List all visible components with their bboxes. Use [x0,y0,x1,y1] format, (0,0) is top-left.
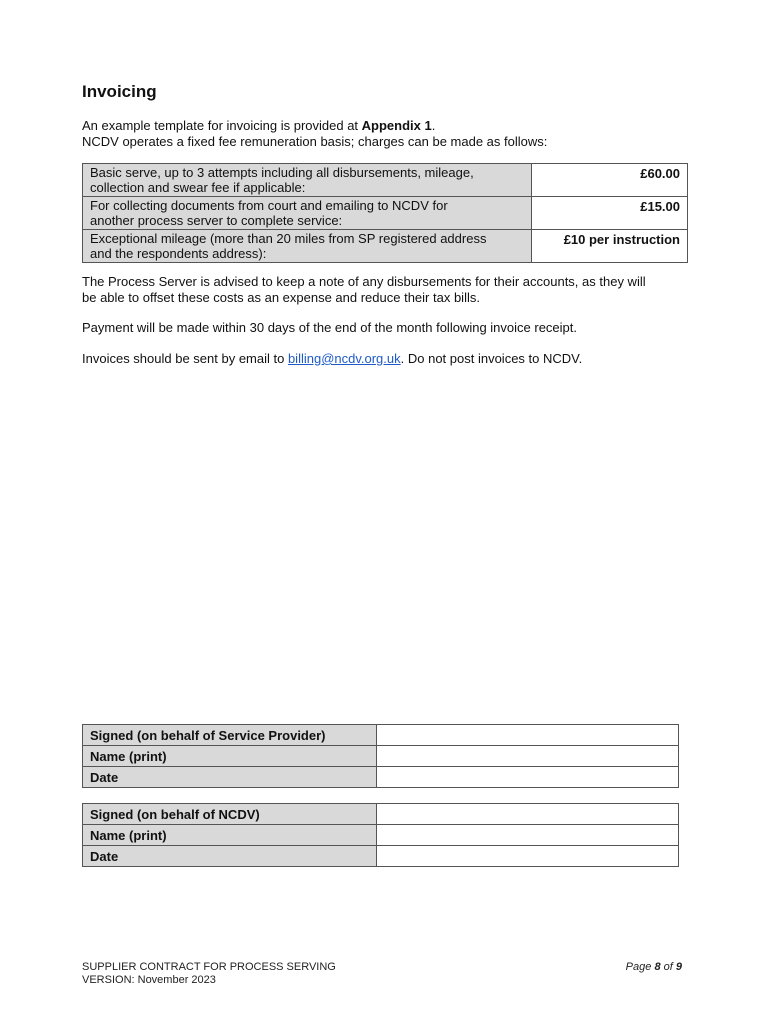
table-row [83,164,688,197]
fee-price: £60.00 [532,164,688,197]
table-row [83,230,688,263]
fee-description: Basic serve, up to 3 attempts including all disbursements, mileage, collection and swear fee if applicable: [83,164,532,197]
signature-table-ncdv [82,803,679,867]
table-row [83,746,679,767]
table-row [83,825,679,846]
name-field[interactable] [377,825,679,846]
table-row [83,197,688,230]
table-row [83,846,679,867]
disbursements-paragraph: The Process Server is advised to keep a note of any disbursements for their accounts, as they will be able to offset these costs as an expense and reduce their tax bills. [82,274,646,305]
date-field[interactable] [377,846,679,867]
name-label: Name (print) [83,825,377,846]
table-row [83,767,679,788]
name-field[interactable] [377,746,679,767]
signed-label: Signed (on behalf of Service Provider) [83,725,377,746]
billing-email-link[interactable]: billing@ncdv.org.uk [287,351,401,366]
name-label: Name (print) [83,746,377,767]
footer-version: VERSION: November 2023 [82,974,216,986]
fee-description: For collecting documents from court and emailing to NCDV for another process server to complete service: [83,197,532,230]
signed-label: Signed (on behalf of NCDV) [83,804,377,825]
date-label: Date [83,846,377,867]
signed-field[interactable] [377,804,679,825]
intro-paragraph [82,118,707,150]
intro-line-2: NCDV operates a fixed fee remuneration basis; charges can be made as follows: [82,134,548,149]
table-row [83,804,679,825]
table-row [83,725,679,746]
signature-table-service-provider [82,724,679,788]
fee-price: £15.00 [532,197,688,230]
fee-description: Exceptional mileage (more than 20 miles from SP registered address and the respondents address): [83,230,532,263]
payment-paragraph: Payment will be made within 30 days of the end of the month following invoice receipt. [82,320,577,335]
invoices-paragraph: Invoices should be sent by email to billing@ncdv.org.uk. Do not post invoices to NCDV. [82,351,583,366]
fee-table [82,163,688,263]
signed-field[interactable] [377,725,679,746]
fee-price: £10 per instruction [532,230,688,263]
date-field[interactable] [377,767,679,788]
section-heading: Invoicing [82,82,157,101]
footer-document-info [82,961,336,987]
appendix-reference: Appendix 1 [361,118,432,133]
footer-title: SUPPLIER CONTRACT FOR PROCESS SERVING [82,961,336,973]
intro-line-1: An example template for invoicing is provided at Appendix 1. [82,118,436,133]
page-number: Page 8 of 9 [625,961,682,973]
date-label: Date [83,767,377,788]
